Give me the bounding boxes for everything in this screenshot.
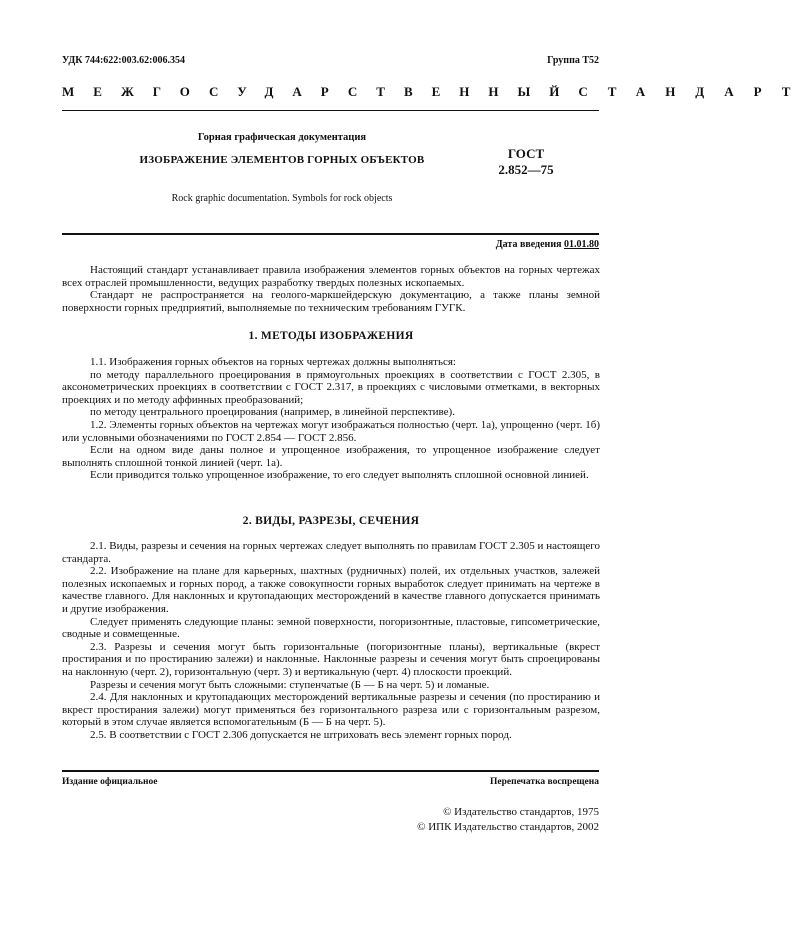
intro-date	[496, 239, 599, 250]
udk-code: УДК 744:622:003.62:006.354	[62, 55, 185, 66]
gost-designation	[486, 146, 566, 178]
official-edition: Издание официальное	[62, 777, 158, 787]
paragraph: Следует применять следующие планы: земной поверхности, погоризонтные, пластовые, гипсометрические, сводные и совмещенные.	[62, 615, 600, 641]
section-2-text	[62, 540, 600, 742]
document-subject: Горная графическая документация	[197, 132, 367, 143]
paragraph: Настоящий стандарт устанавливает правила изображения элементов горных объектов на горных чертежах всех отраслей промышленности, ведущих разработку твердых полезных ископаемых.	[62, 264, 600, 289]
section-heading: 2. ВИДЫ, РАЗРЕЗЫ, СЕЧЕНИЯ	[242, 515, 420, 527]
banner-rule	[62, 110, 599, 111]
paragraph: Если на одном виде даны полное и упрощенное изображения, то упрощенное изображение следует выполнять сплошной тонкой линией (черт. 1а).	[62, 444, 600, 469]
paragraph: 1.2. Элементы горных объектов на чертежах могут изображаться полностью (черт. 1а), упрощенно (черт. 1б) или условными обозначениями по ГОСТ 2.854 — ГОСТ 2.856.	[62, 418, 600, 444]
section-heading: 1. МЕТОДЫ ИЗОБРАЖЕНИЯ	[248, 330, 414, 342]
banner-right: СТАНДАРТ	[578, 84, 810, 99]
group-code: Группа Т52	[547, 55, 599, 66]
paragraph: 1.1. Изображения горных объектов на горных чертежах должны выполняться:	[90, 356, 456, 368]
section-1-text	[62, 356, 600, 482]
footer-rule	[62, 770, 599, 772]
paragraph: 2.3. Разрезы и сечения могут быть горизонтальные (погоризонтные планы), вертикальные (вкрест простирания и по простиранию залежи) и наклонные. Наклонные разрезы и сечения могут быть спроецированы на наклонную (черт. 2), горизонтальную (черт. 3) и вертикальную (черт. 4) плоскости проекций.	[62, 640, 600, 678]
gost-label: ГОСТ	[507, 146, 545, 161]
gost-number: 2.852—75	[498, 162, 554, 177]
paragraph: 2.5. В соответствии с ГОСТ 2.306 допускается не штриховать весь элемент горных пород.	[90, 728, 512, 741]
reprint-notice: Перепечатка воспрещена	[489, 777, 599, 787]
copyright-line: © ИПК Издательство стандартов, 2002	[417, 821, 599, 833]
paragraph: Стандарт не распространяется на геолого-маркшейдерскую документацию, а также планы земной поверхности горных предприятий, выполняемые по техническим требованиям ГУГК.	[62, 289, 600, 314]
document-title: ИЗОБРАЖЕНИЕ ЭЛЕМЕНТОВ ГОРНЫХ ОБЪЕКТОВ	[139, 154, 425, 166]
intro-text	[62, 264, 600, 314]
paragraph: Разрезы и сечения могут быть сложными: ступенчатые (Б — Б на черт. 5) и ломаные.	[90, 678, 490, 691]
english-title: Rock graphic documentation. Symbols for rock objects	[171, 193, 393, 204]
paragraph: Если приводится только упрощенное изображение, то его следует выполнять сплошной основной линией.	[90, 469, 589, 482]
standard-banner	[62, 82, 810, 102]
title-rule	[62, 233, 599, 235]
paragraph: по методу параллельного проецирования в прямоугольных проекциях в соответствии с ГОСТ 2.305, в аксонометрических проекциях в соответствии с ГОСТ 2.317, в проекциях с числовыми отметками, в векторных проекциях и по методу аффинных преобразований;	[62, 368, 600, 406]
intro-date-value: 01.01.80	[564, 239, 599, 250]
intro-date-label: Дата введения	[495, 239, 562, 250]
paragraph: 2.2. Изображение на плане для карьерных, шахтных (рудничных) полей, их отдельных участков, залежей полезных ископаемых и горных пород, а также совокупности горных выработок следует принимать на чертеже в качестве главного. Для наклонных и крутопадающих месторождений в качестве главного допускается принимать и другие изображения.	[62, 565, 600, 615]
paragraph: по методу центрального проецирования (например, в линейной перспективе).	[90, 406, 455, 419]
paragraph: 2.4. Для наклонных и крутопадающих месторождений вертикальные разрезы и сечения (по простиранию и вкрест простирания залежи) могут применяться без горизонтального разреза или с горизонтальным разрезом, который в этом случае является вспомогательным (Б — Б на черт. 5).	[62, 691, 600, 729]
paragraph: 2.1. Виды, разрезы и сечения на горных чертежах следует выполнять по правилам ГОСТ 2.305 и настоящего стандарта.	[62, 540, 600, 565]
banner-left: МЕЖГОСУДАРСТВЕННЫЙ	[62, 84, 579, 99]
copyright-line: © Издательство стандартов, 1975	[443, 806, 599, 818]
